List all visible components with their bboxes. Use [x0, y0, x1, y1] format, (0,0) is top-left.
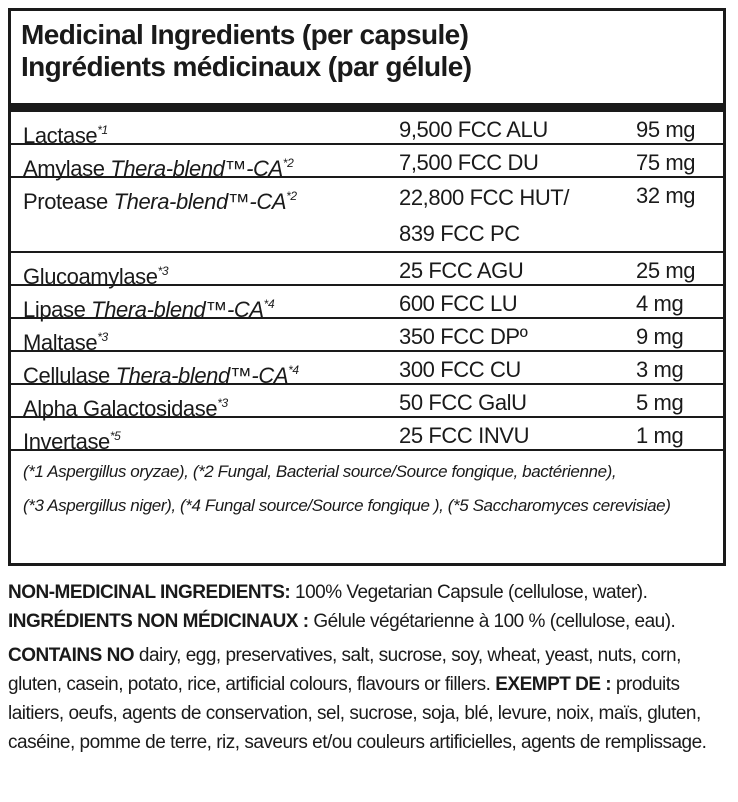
ingredient-row	[11, 385, 723, 421]
ingredient-amount: 1 mg	[636, 423, 684, 448]
ingredient-brand: Thera-blend™-CA	[110, 156, 283, 181]
ingredient-source-note: *4	[288, 363, 299, 377]
ingredient-base-name: Glucoamylase	[23, 264, 158, 289]
ingredient-activity: 9,500 FCC ALU	[399, 117, 548, 142]
ingredient-activity: 300 FCC CU	[399, 357, 521, 382]
ingredient-source-note: *3	[217, 396, 228, 410]
nonmedicinal-en-text: 100% Vegetarian Capsule (cellulose, water).	[290, 582, 648, 603]
ingredient-source-note: *3	[157, 264, 169, 278]
ingredient-base-name: Cellulase	[23, 363, 116, 388]
ingredient-source-note: *1	[97, 123, 108, 137]
ingredient-amount: 32 mg	[636, 183, 696, 208]
panel-title	[11, 11, 723, 103]
ingredient-base-name: Protease	[23, 189, 114, 214]
ingredient-base-name: Alpha Galactosidase	[23, 396, 218, 421]
ingredient-amount: 3 mg	[636, 357, 684, 382]
ingredient-brand: Thera-blend™-CA	[91, 297, 264, 322]
ingredient-amount: 9 mg	[636, 324, 684, 349]
allergen-statement	[8, 641, 730, 757]
exempt-label: EXEMPT DE :	[495, 674, 612, 695]
ingredient-base-name: Maltase	[23, 330, 98, 355]
ingredient-base-name: Lactase	[23, 123, 98, 148]
ingredient-row	[11, 112, 723, 148]
footnote-line: (*1 Aspergillus oryzae), (*2 Fungal, Bacterial source/Source fongique, bactérienne),	[23, 462, 617, 481]
ingredient-amount: 25 mg	[636, 258, 696, 283]
ingredient-row	[11, 253, 723, 289]
ingredient-source-note: *4	[263, 297, 275, 311]
nonmedicinal-fr-text: Gélule végétarienne à 100 % (cellulose, eau).	[308, 611, 676, 632]
ingredient-activity: 350 FCC DPº	[399, 324, 528, 349]
footnote-line: (*3 Aspergillus niger), (*4 Fungal source/Source fongique ), (*5 Saccharomyces cerevisiae)	[23, 496, 671, 515]
title-french: Ingrédients médicinaux (par gélule)	[21, 51, 472, 82]
ingredient-row	[11, 319, 723, 355]
ingredient-source-note: *5	[109, 429, 121, 443]
ingredient-row	[11, 178, 723, 253]
ingredient-name	[23, 181, 297, 217]
ingredient-row	[11, 352, 723, 388]
nonmedicinal-en-label: NON-MEDICINAL INGREDIENTS:	[8, 582, 291, 603]
ingredient-rows	[11, 112, 723, 454]
ingredient-notes	[8, 578, 730, 757]
ingredient-brand: Thera-blend™-CA	[115, 363, 289, 388]
exempt-text: produits laitiers, oeufs, agents de conservation, sel, sucrose, soja, blé, levure, noix, maïs, gluten, caséine, pomme de terre, riz, saveurs et/ou couleurs artificielles, agents de remplissage.	[8, 674, 707, 753]
ingredient-base-name: Invertase	[23, 429, 110, 454]
nonmedicinal-fr-label: INGRÉDIENTS NON MÉDICINAUX :	[8, 611, 309, 632]
ingredient-amount: 5 mg	[636, 390, 684, 415]
title-english: Medicinal Ingredients (per capsule)	[21, 19, 469, 50]
ingredient-source-note: *3	[97, 330, 108, 344]
ingredient-row	[11, 145, 723, 181]
ingredient-amount: 4 mg	[636, 291, 684, 316]
ingredient-row	[11, 286, 723, 322]
nonmedicinal-en	[8, 578, 730, 607]
ingredient-amount: 75 mg	[636, 150, 696, 175]
ingredient-source-note: *2	[282, 156, 294, 170]
ingredient-activity: 22,800 FCC HUT/ 839 FCC PC	[399, 185, 570, 246]
nonmedicinal-fr	[8, 607, 730, 636]
medicinal-ingredients-panel	[8, 8, 726, 566]
ingredient-activity: 50 FCC GalU	[399, 390, 527, 415]
ingredient-activity: 7,500 FCC DU	[399, 150, 539, 175]
ingredient-brand: Thera-blend™-CA	[113, 189, 287, 214]
title-divider	[11, 103, 723, 112]
ingredient-base-name: Amylase	[23, 156, 111, 181]
ingredient-source-note: *2	[286, 189, 297, 203]
ingredient-activity: 25 FCC INVU	[399, 423, 530, 448]
ingredient-activity: 25 FCC AGU	[399, 258, 524, 283]
contains-no-label: CONTAINS NO	[8, 645, 135, 666]
ingredient-amount: 95 mg	[636, 117, 696, 142]
ingredient-base-name: Lipase	[23, 297, 92, 322]
ingredient-row	[11, 418, 723, 454]
contains-no-text: dairy, egg, preservatives, salt, sucrose, soy, wheat, yeast, nuts, corn, gluten, casein, potato, rice, artificial colours, flavours or fillers.	[8, 645, 681, 695]
ingredient-name	[23, 421, 120, 457]
ingredient-activity: 600 FCC LU	[399, 291, 518, 316]
source-footnotes	[11, 451, 723, 523]
